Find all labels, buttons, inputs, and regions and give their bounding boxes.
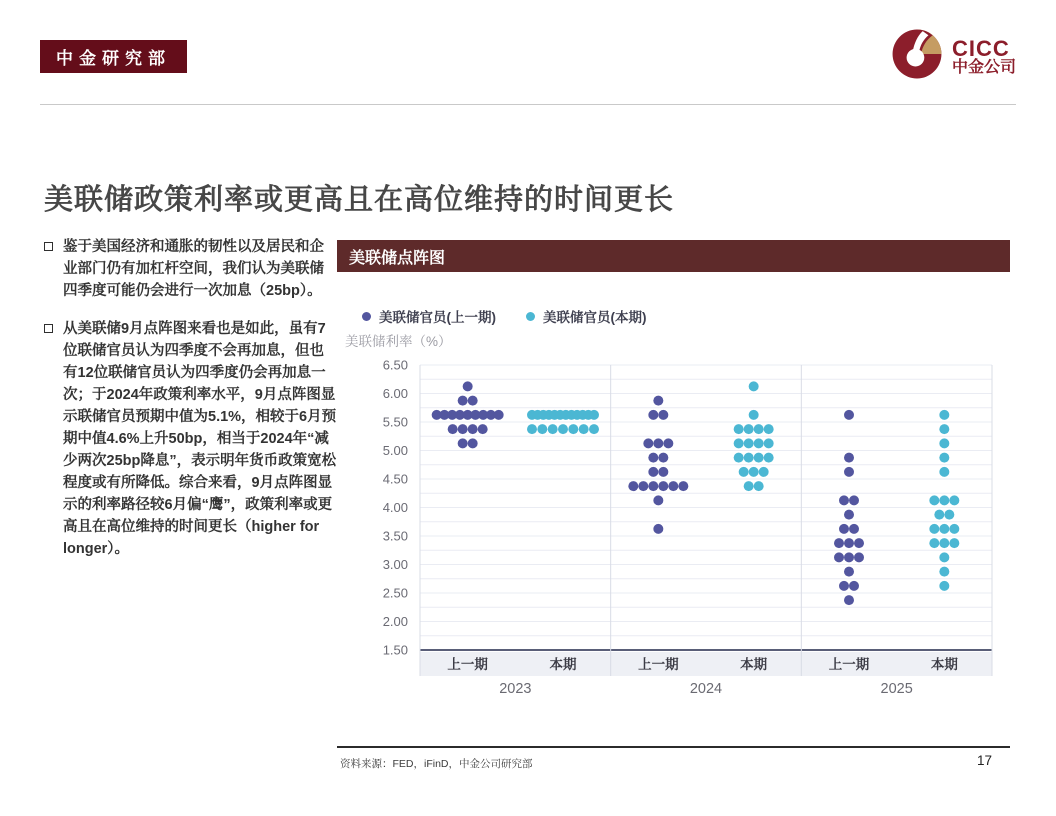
dot: [844, 510, 854, 520]
period-label: 本期: [930, 657, 958, 672]
dot: [939, 424, 949, 434]
dot: [458, 438, 468, 448]
dot: [934, 510, 944, 520]
dot: [844, 595, 854, 605]
dot: [589, 424, 599, 434]
dot: [468, 424, 478, 434]
dot: [527, 424, 537, 434]
bullet-text: 鉴于美国经济和通胀的韧性以及居民和企业部门仍有加杠杆空间，我们认为美联储四季度可能仍会进行一次加息（25bp）。: [63, 239, 324, 300]
dot: [734, 424, 744, 434]
dot: [844, 410, 854, 420]
legend-label-prev: 美联储官员(上一期): [379, 310, 496, 325]
year-label: 2023: [499, 681, 532, 697]
dot: [658, 453, 668, 463]
dot: [844, 552, 854, 562]
dot: [944, 510, 954, 520]
period-label: 本期: [740, 657, 768, 672]
dot: [734, 453, 744, 463]
dot: [648, 467, 658, 477]
y-axis-title: 美联储利率（%）: [345, 334, 452, 349]
dot: [929, 538, 939, 548]
period-label: 上一期: [828, 657, 870, 672]
cicc-brand-en: CICC: [951, 35, 1010, 61]
dot: [448, 424, 458, 434]
dot: [537, 424, 547, 434]
y-tick-label: 2.00: [382, 614, 408, 629]
dot: [754, 481, 764, 491]
y-tick-label: 6.50: [382, 357, 408, 373]
period-label: 本期: [549, 657, 577, 672]
dot: [939, 495, 949, 505]
bullet-text: 从美联储9月点阵图来看也是如此，虽有7位联储官员认为四季度不会再加息，但也有12位联储官员认为四季度仍会再加息一次；于2024年政策利率水平，9月点阵图显示联储官员预期中值为5.1%，相较于6月预期中值4.6%上升50bp，相当于2024年“减少两次25bp降息”，表示明年货币政策宽松程度或有所降低。综合来看，9月点阵图显示的利率路径较6月偏“鹰”，政策利率或更高且在高位维持的时间更长（higher for longer）。: [63, 321, 337, 558]
dot: [939, 581, 949, 591]
dept-badge-label: 中金研究部: [56, 49, 171, 68]
legend-dot-prev-icon: [362, 312, 371, 321]
dot: [744, 424, 754, 434]
legend-item-curr: [526, 306, 647, 326]
dot: [939, 524, 949, 534]
dot: [468, 396, 478, 406]
legend-dot-curr-icon: [526, 312, 535, 321]
dot: [929, 524, 939, 534]
dept-badge: [40, 40, 187, 73]
dot: [939, 567, 949, 577]
dot: [663, 438, 673, 448]
dot: [939, 410, 949, 420]
dot: [734, 438, 744, 448]
y-tick-label: 5.00: [382, 443, 408, 458]
dot: [749, 410, 759, 420]
dot: [754, 453, 764, 463]
period-band: [420, 652, 992, 676]
dot: [648, 453, 658, 463]
dot: [844, 467, 854, 477]
dot: [744, 481, 754, 491]
dot: [849, 524, 859, 534]
dot: [653, 438, 663, 448]
dot: [548, 424, 558, 434]
dot: [638, 481, 648, 491]
y-tick-label: 3.50: [382, 528, 408, 544]
dot: [929, 495, 939, 505]
dot: [754, 424, 764, 434]
dot: [668, 481, 678, 491]
dot: [939, 538, 949, 548]
y-tick-label: 4.50: [382, 471, 408, 487]
chart-panel-title: 美联储点阵图: [349, 249, 446, 267]
dot: [494, 410, 504, 420]
dot: [628, 481, 638, 491]
bullet-item: [44, 236, 338, 302]
dot: [939, 453, 949, 463]
dot: [849, 495, 859, 505]
dot: [678, 481, 688, 491]
y-tick-label: 4.00: [382, 500, 408, 515]
bullet-square-icon: [44, 242, 53, 251]
dot: [949, 524, 959, 534]
cicc-logo-icon: [891, 28, 943, 85]
dot: [839, 524, 849, 534]
period-label: 上一期: [638, 657, 679, 672]
y-tick-label: 6.00: [382, 386, 408, 401]
page-title: 美联储政策利率或更高且在高位维持的时间更长: [44, 184, 675, 217]
footer-divider: [337, 746, 1010, 748]
legend-label-curr: 美联储官员(本期): [543, 310, 647, 325]
y-tick-label: 5.50: [382, 414, 408, 430]
dot: [939, 467, 949, 477]
cicc-logo-text: [952, 37, 1016, 77]
dot: [648, 410, 658, 420]
dot: [849, 581, 859, 591]
header-divider: [40, 104, 1016, 105]
legend-item-prev: [362, 306, 496, 326]
dot: [568, 424, 578, 434]
cicc-brand-cn: 中金公司: [951, 58, 1016, 76]
dot: [749, 467, 759, 477]
dot: [764, 438, 774, 448]
y-tick-label: 2.50: [382, 585, 408, 601]
year-label: 2024: [689, 681, 723, 697]
dots-group-2023-prev: [432, 381, 504, 448]
dot: [839, 581, 849, 591]
dot: [839, 495, 849, 505]
dot: [754, 438, 764, 448]
y-tick-label: 3.00: [382, 557, 408, 572]
dot: [463, 381, 473, 391]
dot: [658, 410, 668, 420]
dot: [653, 396, 663, 406]
bullet-square-icon: [44, 324, 53, 333]
dot: [653, 495, 663, 505]
year-label: 2025: [880, 681, 913, 697]
dot: [854, 538, 864, 548]
bullet-item: [44, 318, 338, 560]
dot: [589, 410, 599, 420]
dots-group-2025-curr: [929, 410, 959, 591]
dot: [658, 481, 668, 491]
dot: [764, 424, 774, 434]
dot: [744, 438, 754, 448]
dot: [834, 538, 844, 548]
dot-plot-chart: [340, 352, 1012, 704]
dot: [949, 495, 959, 505]
dot: [759, 467, 769, 477]
cicc-logo: [891, 28, 1016, 85]
dot: [458, 424, 468, 434]
dot: [739, 467, 749, 477]
page-number: 17: [976, 753, 992, 768]
dot: [558, 424, 568, 434]
dot: [834, 552, 844, 562]
source-note: 资料来源：FED，iFinD，中金公司研究部: [340, 758, 533, 770]
dot: [478, 424, 488, 434]
y-tick-label: 1.50: [382, 642, 408, 658]
chart-panel-header: [337, 240, 1010, 272]
dot: [658, 467, 668, 477]
dot: [949, 538, 959, 548]
period-label: 上一期: [447, 657, 488, 672]
dot: [744, 453, 754, 463]
dot: [854, 552, 864, 562]
dot: [468, 438, 478, 448]
dot: [458, 396, 468, 406]
dot: [643, 438, 653, 448]
dot: [648, 481, 658, 491]
dot: [579, 424, 589, 434]
dot: [844, 567, 854, 577]
dot: [844, 538, 854, 548]
dot: [764, 453, 774, 463]
bullet-list: [44, 236, 338, 576]
dot: [844, 453, 854, 463]
dot: [749, 381, 759, 391]
dot: [653, 524, 663, 534]
dot: [939, 438, 949, 448]
chart-legend: [362, 306, 647, 326]
dot: [939, 552, 949, 562]
